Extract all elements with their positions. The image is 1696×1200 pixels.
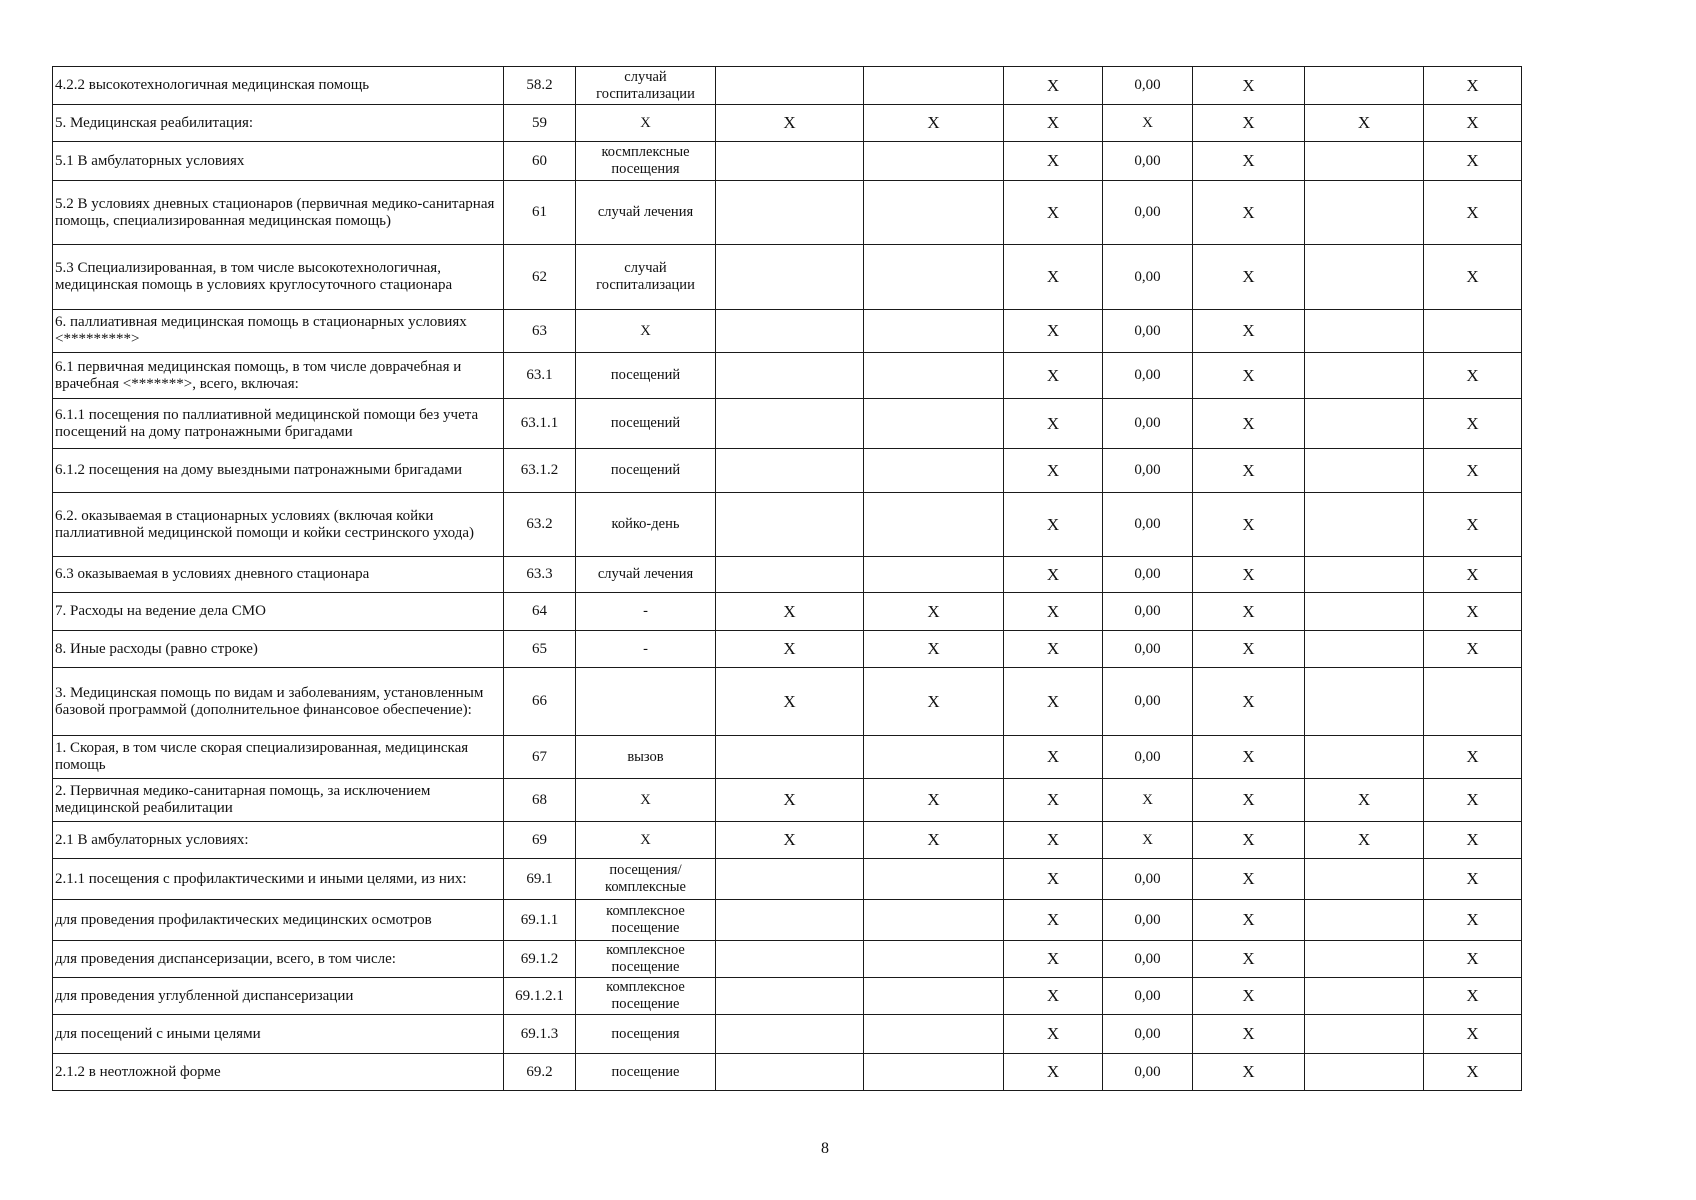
col7-value-cell: 0,00	[1103, 557, 1193, 593]
col10-cell	[1424, 310, 1522, 353]
col4-cell	[716, 142, 864, 181]
col6-cell: X	[1004, 105, 1103, 142]
col8-cell: X	[1193, 631, 1305, 668]
row-code-cell: 69.1.2	[504, 941, 576, 978]
col4-cell	[716, 310, 864, 353]
col9-cell	[1305, 353, 1424, 399]
row-unit-cell: посещений	[576, 353, 716, 399]
row-name-cell: для проведения углубленной диспансеризации	[53, 978, 504, 1015]
col4-cell	[716, 978, 864, 1015]
col6-cell: X	[1004, 353, 1103, 399]
col10-cell: X	[1424, 142, 1522, 181]
expenditure-table	[52, 66, 1522, 1091]
row-unit-cell: случай лечения	[576, 181, 716, 245]
row-unit-cell: -	[576, 593, 716, 631]
col5-cell	[864, 978, 1004, 1015]
col9-cell	[1305, 557, 1424, 593]
row-unit-cell	[576, 668, 716, 736]
col5-cell	[864, 142, 1004, 181]
col10-cell: X	[1424, 353, 1522, 399]
table-row	[53, 67, 1522, 105]
row-code-cell: 69.1	[504, 859, 576, 900]
col10-cell: X	[1424, 493, 1522, 557]
row-unit-cell: случай госпитализации	[576, 67, 716, 105]
row-name-cell: для проведения профилактических медицинских осмотров	[53, 900, 504, 941]
col10-cell: X	[1424, 449, 1522, 493]
col8-cell: X	[1193, 900, 1305, 941]
col10-cell: X	[1424, 822, 1522, 859]
col9-cell	[1305, 978, 1424, 1015]
col5-cell	[864, 493, 1004, 557]
row-name-cell: 2.1 В амбулаторных условиях:	[53, 822, 504, 859]
table-row	[53, 449, 1522, 493]
row-unit-cell: посещений	[576, 399, 716, 449]
col10-cell: X	[1424, 1015, 1522, 1054]
row-unit-cell: койко-день	[576, 493, 716, 557]
row-name-cell: для проведения диспансеризации, всего, в том числе:	[53, 941, 504, 978]
col5-cell	[864, 449, 1004, 493]
col6-cell: X	[1004, 631, 1103, 668]
table-row	[53, 822, 1522, 859]
col9-cell	[1305, 245, 1424, 310]
col6-cell: X	[1004, 449, 1103, 493]
col8-cell: X	[1193, 557, 1305, 593]
table-row	[53, 668, 1522, 736]
row-code-cell: 61	[504, 181, 576, 245]
row-code-cell: 64	[504, 593, 576, 631]
col6-cell: X	[1004, 859, 1103, 900]
col5-cell	[864, 859, 1004, 900]
row-name-cell: 6.1 первичная медицинская помощь, в том числе доврачебная и врачебная <*******>, всего, включая:	[53, 353, 504, 399]
col5-cell	[864, 1015, 1004, 1054]
col7-value-cell: 0,00	[1103, 1054, 1193, 1091]
col9-cell	[1305, 181, 1424, 245]
col5-cell	[864, 941, 1004, 978]
col8-cell: X	[1193, 67, 1305, 105]
col9-cell	[1305, 142, 1424, 181]
col4-cell	[716, 1054, 864, 1091]
row-unit-cell: X	[576, 779, 716, 822]
col9-cell	[1305, 668, 1424, 736]
col9-cell	[1305, 1015, 1424, 1054]
table-row	[53, 631, 1522, 668]
table-row	[53, 978, 1522, 1015]
col4-cell	[716, 859, 864, 900]
row-unit-cell: комплексное посещение	[576, 941, 716, 978]
table-row	[53, 310, 1522, 353]
col6-cell: X	[1004, 67, 1103, 105]
col8-cell: X	[1193, 859, 1305, 900]
col10-cell: X	[1424, 779, 1522, 822]
col6-cell: X	[1004, 593, 1103, 631]
col8-cell: X	[1193, 736, 1305, 779]
col6-cell: X	[1004, 1054, 1103, 1091]
col8-cell: X	[1193, 493, 1305, 557]
col10-cell: X	[1424, 105, 1522, 142]
col6-cell: X	[1004, 978, 1103, 1015]
col10-cell: X	[1424, 399, 1522, 449]
col8-cell: X	[1193, 593, 1305, 631]
col9-cell	[1305, 900, 1424, 941]
row-code-cell: 69.1.1	[504, 900, 576, 941]
col7-value-cell: 0,00	[1103, 978, 1193, 1015]
col9-cell	[1305, 310, 1424, 353]
table-row	[53, 1015, 1522, 1054]
col8-cell: X	[1193, 353, 1305, 399]
col5-cell	[864, 1054, 1004, 1091]
col4-cell: X	[716, 631, 864, 668]
row-unit-cell: -	[576, 631, 716, 668]
col9-cell: X	[1305, 779, 1424, 822]
row-name-cell: 2. Первичная медико-санитарная помощь, за исключением медицинской реабилитации	[53, 779, 504, 822]
col4-cell	[716, 900, 864, 941]
col8-cell: X	[1193, 779, 1305, 822]
col6-cell: X	[1004, 142, 1103, 181]
col9-cell	[1305, 1054, 1424, 1091]
col6-cell: X	[1004, 181, 1103, 245]
row-name-cell: 5.1 В амбулаторных условиях	[53, 142, 504, 181]
col4-cell	[716, 1015, 864, 1054]
row-code-cell: 62	[504, 245, 576, 310]
col5-cell: X	[864, 779, 1004, 822]
col9-cell	[1305, 593, 1424, 631]
table-row	[53, 859, 1522, 900]
col10-cell: X	[1424, 67, 1522, 105]
col7-value-cell: X	[1103, 779, 1193, 822]
col5-cell	[864, 67, 1004, 105]
table-row	[53, 941, 1522, 978]
col5-cell	[864, 245, 1004, 310]
col10-cell: X	[1424, 593, 1522, 631]
table-body	[53, 67, 1522, 1091]
table-row	[53, 900, 1522, 941]
row-unit-cell: X	[576, 822, 716, 859]
col8-cell: X	[1193, 668, 1305, 736]
col10-cell: X	[1424, 736, 1522, 779]
row-name-cell: 6.1.2 посещения на дому выездными патронажными бригадами	[53, 449, 504, 493]
col7-value-cell: 0,00	[1103, 631, 1193, 668]
col10-cell: X	[1424, 1054, 1522, 1091]
col4-cell	[716, 557, 864, 593]
row-name-cell: 5.3 Специализированная, в том числе высокотехнологичная, медицинская помощь в условиях круглосуточного стационара	[53, 245, 504, 310]
col4-cell	[716, 399, 864, 449]
row-code-cell: 69.2	[504, 1054, 576, 1091]
col10-cell: X	[1424, 245, 1522, 310]
table-row	[53, 493, 1522, 557]
col4-cell	[716, 353, 864, 399]
col8-cell: X	[1193, 449, 1305, 493]
row-name-cell: 1. Скорая, в том числе скорая специализированная, медицинская помощь	[53, 736, 504, 779]
row-code-cell: 63.1.1	[504, 399, 576, 449]
table-row	[53, 593, 1522, 631]
table-row	[53, 1054, 1522, 1091]
col8-cell: X	[1193, 245, 1305, 310]
col5-cell: X	[864, 668, 1004, 736]
col4-cell	[716, 181, 864, 245]
col5-cell	[864, 900, 1004, 941]
col8-cell: X	[1193, 181, 1305, 245]
col7-value-cell: 0,00	[1103, 310, 1193, 353]
col9-cell	[1305, 449, 1424, 493]
col7-value-cell: 0,00	[1103, 859, 1193, 900]
col8-cell: X	[1193, 978, 1305, 1015]
col5-cell	[864, 181, 1004, 245]
row-code-cell: 63.3	[504, 557, 576, 593]
col4-cell	[716, 245, 864, 310]
col7-value-cell: 0,00	[1103, 181, 1193, 245]
col4-cell	[716, 736, 864, 779]
col7-value-cell: 0,00	[1103, 593, 1193, 631]
col6-cell: X	[1004, 310, 1103, 353]
col5-cell	[864, 736, 1004, 779]
table-row	[53, 142, 1522, 181]
row-name-cell: 6.3 оказываемая в условиях дневного стационара	[53, 557, 504, 593]
row-name-cell: 8. Иные расходы (равно строке)	[53, 631, 504, 668]
col6-cell: X	[1004, 779, 1103, 822]
col5-cell	[864, 353, 1004, 399]
row-unit-cell: комплексное посещение	[576, 978, 716, 1015]
col5-cell: X	[864, 593, 1004, 631]
col7-value-cell: 0,00	[1103, 67, 1193, 105]
row-name-cell: 2.1.2 в неотложной форме	[53, 1054, 504, 1091]
row-code-cell: 58.2	[504, 67, 576, 105]
table-row	[53, 105, 1522, 142]
col6-cell: X	[1004, 900, 1103, 941]
col4-cell	[716, 449, 864, 493]
col7-value-cell: 0,00	[1103, 668, 1193, 736]
row-name-cell: 6. паллиативная медицинская помощь в стационарных условиях <*********>	[53, 310, 504, 353]
col9-cell: X	[1305, 822, 1424, 859]
col8-cell: X	[1193, 105, 1305, 142]
row-unit-cell: случай госпитализации	[576, 245, 716, 310]
col10-cell: X	[1424, 941, 1522, 978]
col7-value-cell: 0,00	[1103, 449, 1193, 493]
col7-value-cell: 0,00	[1103, 736, 1193, 779]
col5-cell: X	[864, 631, 1004, 668]
col10-cell: X	[1424, 859, 1522, 900]
row-name-cell: 2.1.1 посещения с профилактическими и иными целями, из них:	[53, 859, 504, 900]
col7-value-cell: 0,00	[1103, 142, 1193, 181]
col5-cell: X	[864, 822, 1004, 859]
col6-cell: X	[1004, 668, 1103, 736]
col10-cell: X	[1424, 900, 1522, 941]
row-code-cell: 63.1.2	[504, 449, 576, 493]
row-name-cell: 5.2 В условиях дневных стационаров (первичная медико-санитарная помощь, специализированная медицинская помощь)	[53, 181, 504, 245]
col5-cell	[864, 310, 1004, 353]
row-code-cell: 63.1	[504, 353, 576, 399]
table-row	[53, 557, 1522, 593]
row-name-cell: 7. Расходы на ведение дела СМО	[53, 593, 504, 631]
col6-cell: X	[1004, 493, 1103, 557]
col8-cell: X	[1193, 1054, 1305, 1091]
col10-cell	[1424, 668, 1522, 736]
col9-cell	[1305, 67, 1424, 105]
row-unit-cell: X	[576, 105, 716, 142]
col8-cell: X	[1193, 822, 1305, 859]
page-number: 8	[821, 1140, 829, 1157]
row-name-cell: 4.2.2 высокотехнологичная медицинская помощь	[53, 67, 504, 105]
table-row	[53, 736, 1522, 779]
col10-cell: X	[1424, 181, 1522, 245]
row-name-cell: для посещений с иными целями	[53, 1015, 504, 1054]
col9-cell	[1305, 859, 1424, 900]
col4-cell	[716, 941, 864, 978]
col8-cell: X	[1193, 399, 1305, 449]
col7-value-cell: 0,00	[1103, 245, 1193, 310]
table-row	[53, 181, 1522, 245]
col5-cell	[864, 399, 1004, 449]
col9-cell	[1305, 736, 1424, 779]
row-code-cell: 68	[504, 779, 576, 822]
col7-value-cell: 0,00	[1103, 1015, 1193, 1054]
row-code-cell: 59	[504, 105, 576, 142]
col7-value-cell: X	[1103, 822, 1193, 859]
row-unit-cell: посещение	[576, 1054, 716, 1091]
col6-cell: X	[1004, 557, 1103, 593]
col7-value-cell: 0,00	[1103, 399, 1193, 449]
table-row	[53, 353, 1522, 399]
table-row	[53, 399, 1522, 449]
col10-cell: X	[1424, 557, 1522, 593]
col6-cell: X	[1004, 736, 1103, 779]
col4-cell: X	[716, 779, 864, 822]
col6-cell: X	[1004, 1015, 1103, 1054]
col9-cell	[1305, 941, 1424, 978]
col4-cell	[716, 493, 864, 557]
col6-cell: X	[1004, 399, 1103, 449]
col10-cell: X	[1424, 978, 1522, 1015]
col4-cell: X	[716, 822, 864, 859]
col6-cell: X	[1004, 941, 1103, 978]
col7-value-cell: X	[1103, 105, 1193, 142]
col7-value-cell: 0,00	[1103, 900, 1193, 941]
row-code-cell: 69.1.2.1	[504, 978, 576, 1015]
row-code-cell: 67	[504, 736, 576, 779]
row-code-cell: 65	[504, 631, 576, 668]
row-unit-cell: комплексное посещение	[576, 900, 716, 941]
col9-cell	[1305, 399, 1424, 449]
row-name-cell: 6.2. оказываемая в стационарных условиях (включая койки паллиативной медицинской помощи и койки сестринского ухода)	[53, 493, 504, 557]
col6-cell: X	[1004, 245, 1103, 310]
col8-cell: X	[1193, 142, 1305, 181]
col9-cell	[1305, 631, 1424, 668]
row-code-cell: 60	[504, 142, 576, 181]
row-unit-cell: посещений	[576, 449, 716, 493]
col7-value-cell: 0,00	[1103, 941, 1193, 978]
col8-cell: X	[1193, 1015, 1305, 1054]
col8-cell: X	[1193, 941, 1305, 978]
row-unit-cell: посещения	[576, 1015, 716, 1054]
row-name-cell: 5. Медицинская реабилитация:	[53, 105, 504, 142]
col4-cell: X	[716, 105, 864, 142]
row-code-cell: 69.1.3	[504, 1015, 576, 1054]
table-row	[53, 779, 1522, 822]
col6-cell: X	[1004, 822, 1103, 859]
row-name-cell: 6.1.1 посещения по паллиативной медицинской помощи без учета посещений на дому патронажными бригадами	[53, 399, 504, 449]
col8-cell: X	[1193, 310, 1305, 353]
col9-cell	[1305, 493, 1424, 557]
col5-cell: X	[864, 105, 1004, 142]
col10-cell: X	[1424, 631, 1522, 668]
row-code-cell: 63	[504, 310, 576, 353]
row-name-cell: 3. Медицинская помощь по видам и заболеваниям, установленным базовой программой (дополнительное финансовое обеспечение):	[53, 668, 504, 736]
col4-cell: X	[716, 593, 864, 631]
row-code-cell: 63.2	[504, 493, 576, 557]
row-unit-cell: X	[576, 310, 716, 353]
row-unit-cell: посещения/ комплексные	[576, 859, 716, 900]
col9-cell: X	[1305, 105, 1424, 142]
row-code-cell: 69	[504, 822, 576, 859]
table-row	[53, 245, 1522, 310]
row-unit-cell: вызов	[576, 736, 716, 779]
row-code-cell: 66	[504, 668, 576, 736]
col7-value-cell: 0,00	[1103, 353, 1193, 399]
col4-cell	[716, 67, 864, 105]
row-unit-cell: космплексные посещения	[576, 142, 716, 181]
col7-value-cell: 0,00	[1103, 493, 1193, 557]
col4-cell: X	[716, 668, 864, 736]
row-unit-cell: случай лечения	[576, 557, 716, 593]
col5-cell	[864, 557, 1004, 593]
